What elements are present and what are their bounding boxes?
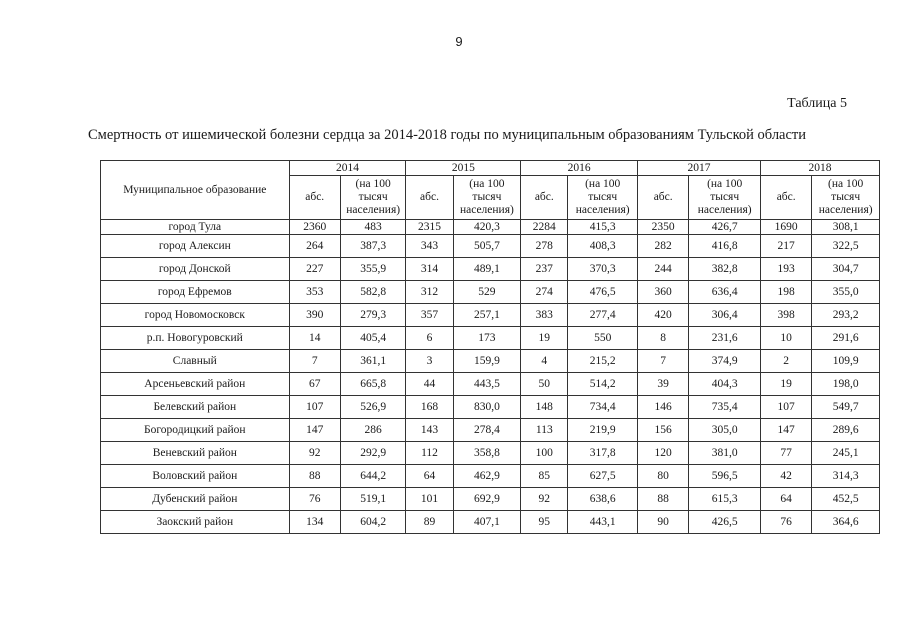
per100k-value-cell: 306,4 [689,304,761,327]
abs-value-cell: 148 [521,396,568,419]
per100k-value-cell: 304,7 [812,258,880,281]
table-row [101,327,880,350]
per100k-value-cell: 387,3 [340,235,406,258]
abs-value-cell: 282 [638,235,689,258]
abs-value-cell: 88 [289,465,340,488]
per100k-value-cell: 159,9 [453,350,521,373]
abs-value-cell: 120 [638,442,689,465]
per100k-value-cell: 355,9 [340,258,406,281]
per100k-value-cell: 404,3 [689,373,761,396]
table-row [101,511,880,534]
table-body [101,220,880,534]
abs-value-cell: 2315 [406,220,453,235]
per100k-value-cell: 636,4 [689,281,761,304]
per100k-value-cell: 462,9 [453,465,521,488]
municipality-name-cell: город Ефремов [101,281,290,304]
per100k-value-cell: 407,1 [453,511,521,534]
abs-value-cell: 353 [289,281,340,304]
per100k-value-cell: 277,4 [568,304,638,327]
per100k-value-cell: 665,8 [340,373,406,396]
per100k-value-cell: 735,4 [689,396,761,419]
abs-value-cell: 67 [289,373,340,396]
per100k-value-cell: 286 [340,419,406,442]
column-header-year: 2014 [289,161,406,176]
municipality-name-cell: Славный [101,350,290,373]
abs-value-cell: 90 [638,511,689,534]
abs-value-cell: 312 [406,281,453,304]
per100k-value-cell: 257,1 [453,304,521,327]
per100k-value-cell: 317,8 [568,442,638,465]
column-header-abs: абс. [521,176,568,220]
per100k-value-cell: 443,1 [568,511,638,534]
per100k-value-cell: 173 [453,327,521,350]
per100k-value-cell: 443,5 [453,373,521,396]
abs-value-cell: 39 [638,373,689,396]
per100k-value-cell: 415,3 [568,220,638,235]
abs-value-cell: 193 [761,258,812,281]
abs-value-cell: 44 [406,373,453,396]
abs-value-cell: 1690 [761,220,812,235]
per100k-value-cell: 279,3 [340,304,406,327]
per100k-value-cell: 426,5 [689,511,761,534]
table-row [101,281,880,304]
per100k-value-cell: 109,9 [812,350,880,373]
abs-value-cell: 2 [761,350,812,373]
municipality-name-cell: Дубенский район [101,488,290,511]
table-row [101,442,880,465]
table-row [101,258,880,281]
abs-value-cell: 314 [406,258,453,281]
abs-value-cell: 76 [761,511,812,534]
abs-value-cell: 64 [761,488,812,511]
abs-value-cell: 64 [406,465,453,488]
abs-value-cell: 92 [521,488,568,511]
per100k-value-cell: 381,0 [689,442,761,465]
abs-value-cell: 217 [761,235,812,258]
column-header-per100k: (на 100 тысяч населения) [812,176,880,220]
per100k-value-cell: 416,8 [689,235,761,258]
table-row [101,488,880,511]
municipality-name-cell: город Донской [101,258,290,281]
column-header-per100k: (на 100 тысяч населения) [453,176,521,220]
per100k-value-cell: 483 [340,220,406,235]
abs-value-cell: 85 [521,465,568,488]
abs-value-cell: 278 [521,235,568,258]
abs-value-cell: 80 [638,465,689,488]
per100k-value-cell: 734,4 [568,396,638,419]
municipality-name-cell: Веневский район [101,442,290,465]
per100k-value-cell: 582,8 [340,281,406,304]
per100k-value-cell: 526,9 [340,396,406,419]
table-row [101,235,880,258]
per100k-value-cell: 644,2 [340,465,406,488]
per100k-value-cell: 604,2 [340,511,406,534]
per100k-value-cell: 452,5 [812,488,880,511]
municipality-name-cell: Заокский район [101,511,290,534]
abs-value-cell: 2350 [638,220,689,235]
abs-value-cell: 357 [406,304,453,327]
per100k-value-cell: 549,7 [812,396,880,419]
per100k-value-cell: 489,1 [453,258,521,281]
abs-value-cell: 383 [521,304,568,327]
per100k-value-cell: 830,0 [453,396,521,419]
page-number: 9 [455,34,463,49]
per100k-value-cell: 476,5 [568,281,638,304]
column-header-per100k: (на 100 тысяч населения) [340,176,406,220]
abs-value-cell: 112 [406,442,453,465]
abs-value-cell: 107 [289,396,340,419]
per100k-value-cell: 382,8 [689,258,761,281]
municipality-name-cell: Белевский район [101,396,290,419]
abs-value-cell: 6 [406,327,453,350]
table-row [101,350,880,373]
abs-value-cell: 8 [638,327,689,350]
abs-value-cell: 147 [289,419,340,442]
abs-value-cell: 7 [289,350,340,373]
per100k-value-cell: 292,9 [340,442,406,465]
per100k-value-cell: 308,1 [812,220,880,235]
per100k-value-cell: 364,6 [812,511,880,534]
per100k-value-cell: 355,0 [812,281,880,304]
abs-value-cell: 50 [521,373,568,396]
abs-value-cell: 14 [289,327,340,350]
column-header-year: 2015 [406,161,521,176]
municipality-name-cell: р.п. Новогуровский [101,327,290,350]
abs-value-cell: 10 [761,327,812,350]
per100k-value-cell: 293,2 [812,304,880,327]
municipality-name-cell: Богородицкий район [101,419,290,442]
abs-value-cell: 107 [761,396,812,419]
abs-value-cell: 100 [521,442,568,465]
per100k-value-cell: 550 [568,327,638,350]
table-row [101,419,880,442]
per100k-value-cell: 627,5 [568,465,638,488]
mortality-table [100,160,880,534]
abs-value-cell: 76 [289,488,340,511]
per100k-value-cell: 408,3 [568,235,638,258]
per100k-value-cell: 231,6 [689,327,761,350]
column-header-per100k: (на 100 тысяч населения) [568,176,638,220]
per100k-value-cell: 519,1 [340,488,406,511]
per100k-value-cell: 314,3 [812,465,880,488]
abs-value-cell: 274 [521,281,568,304]
abs-value-cell: 2284 [521,220,568,235]
table-row [101,304,880,327]
per100k-value-cell: 596,5 [689,465,761,488]
abs-value-cell: 147 [761,419,812,442]
column-header-abs: абс. [761,176,812,220]
abs-value-cell: 390 [289,304,340,327]
abs-value-cell: 19 [521,327,568,350]
per100k-value-cell: 322,5 [812,235,880,258]
table-label: Таблица 5 [787,96,847,111]
abs-value-cell: 92 [289,442,340,465]
table-row [101,465,880,488]
column-header-abs: абс. [638,176,689,220]
per100k-value-cell: 426,7 [689,220,761,235]
per100k-value-cell: 374,9 [689,350,761,373]
abs-value-cell: 264 [289,235,340,258]
abs-value-cell: 2360 [289,220,340,235]
per100k-value-cell: 278,4 [453,419,521,442]
per100k-value-cell: 219,9 [568,419,638,442]
table-row [101,396,880,419]
per100k-value-cell: 420,3 [453,220,521,235]
per100k-value-cell: 358,8 [453,442,521,465]
column-header-year: 2016 [521,161,638,176]
per100k-value-cell: 370,3 [568,258,638,281]
abs-value-cell: 143 [406,419,453,442]
column-header-abs: абс. [289,176,340,220]
abs-value-cell: 101 [406,488,453,511]
per100k-value-cell: 245,1 [812,442,880,465]
abs-value-cell: 88 [638,488,689,511]
per100k-value-cell: 638,6 [568,488,638,511]
table-row [101,373,880,396]
per100k-value-cell: 529 [453,281,521,304]
abs-value-cell: 198 [761,281,812,304]
abs-value-cell: 244 [638,258,689,281]
per100k-value-cell: 615,3 [689,488,761,511]
per100k-value-cell: 361,1 [340,350,406,373]
column-header-year: 2018 [761,161,880,176]
abs-value-cell: 19 [761,373,812,396]
per100k-value-cell: 215,2 [568,350,638,373]
abs-value-cell: 4 [521,350,568,373]
abs-value-cell: 398 [761,304,812,327]
municipality-name-cell: город Тула [101,220,290,235]
per100k-value-cell: 405,4 [340,327,406,350]
per100k-value-cell: 289,6 [812,419,880,442]
abs-value-cell: 168 [406,396,453,419]
abs-value-cell: 360 [638,281,689,304]
abs-value-cell: 7 [638,350,689,373]
column-header-year: 2017 [638,161,761,176]
municipality-name-cell: город Новомосковск [101,304,290,327]
abs-value-cell: 134 [289,511,340,534]
per100k-value-cell: 505,7 [453,235,521,258]
abs-value-cell: 156 [638,419,689,442]
table-row [101,220,880,235]
abs-value-cell: 89 [406,511,453,534]
abs-value-cell: 146 [638,396,689,419]
abs-value-cell: 42 [761,465,812,488]
document-title: Смертность от ишемической болезни сердца за 2014-2018 годы по муниципальным образованиям Тульской области [88,127,807,143]
abs-value-cell: 237 [521,258,568,281]
column-header-per100k: (на 100 тысяч населения) [689,176,761,220]
abs-value-cell: 113 [521,419,568,442]
per100k-value-cell: 692,9 [453,488,521,511]
column-header-abs: абс. [406,176,453,220]
abs-value-cell: 343 [406,235,453,258]
municipality-name-cell: Воловский район [101,465,290,488]
per100k-value-cell: 198,0 [812,373,880,396]
municipality-name-cell: Арсеньевский район [101,373,290,396]
abs-value-cell: 227 [289,258,340,281]
per100k-value-cell: 514,2 [568,373,638,396]
column-header-municipality: Муниципальное образование [101,161,290,220]
abs-value-cell: 3 [406,350,453,373]
per100k-value-cell: 291,6 [812,327,880,350]
abs-value-cell: 77 [761,442,812,465]
per100k-value-cell: 305,0 [689,419,761,442]
abs-value-cell: 95 [521,511,568,534]
municipality-name-cell: город Алексин [101,235,290,258]
abs-value-cell: 420 [638,304,689,327]
